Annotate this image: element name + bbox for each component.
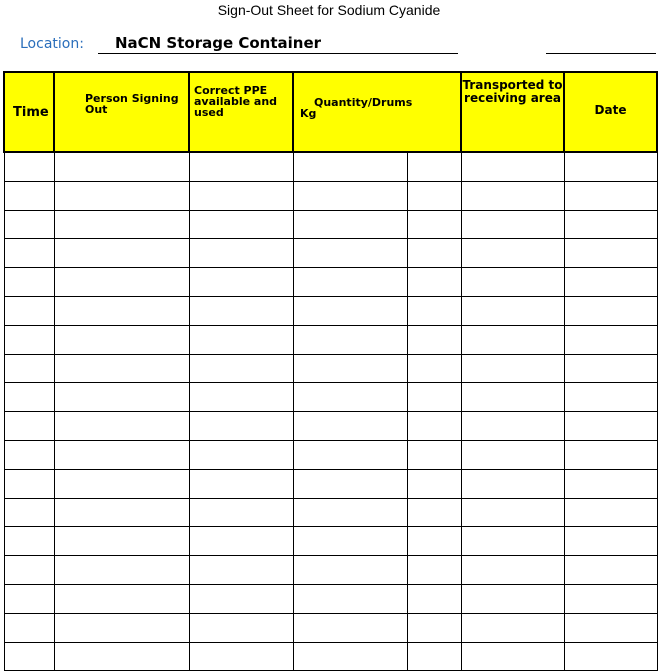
person-cell[interactable] <box>54 296 189 325</box>
transported-cell[interactable] <box>461 210 564 239</box>
person-cell[interactable] <box>54 239 189 268</box>
table-row <box>4 354 657 383</box>
date-cell[interactable] <box>564 498 657 527</box>
person-cell[interactable] <box>54 498 189 527</box>
location-value[interactable]: NaCN Storage Container <box>114 34 322 52</box>
date-cell[interactable] <box>564 469 657 498</box>
table-row <box>4 584 657 613</box>
person-cell[interactable] <box>54 354 189 383</box>
transported-cell[interactable] <box>461 469 564 498</box>
person-cell[interactable] <box>54 152 189 181</box>
ppe-cell[interactable] <box>189 527 293 556</box>
header-transported: Transported to receiving area <box>461 72 564 152</box>
quantity-kg-cell[interactable] <box>407 642 461 671</box>
date-cell[interactable] <box>564 613 657 642</box>
transported-cell[interactable] <box>461 325 564 354</box>
time-cell[interactable] <box>4 469 54 498</box>
person-cell[interactable] <box>54 181 189 210</box>
date-cell[interactable] <box>564 181 657 210</box>
quantity-kg-cell[interactable] <box>407 152 461 181</box>
ppe-cell[interactable] <box>189 469 293 498</box>
transported-cell[interactable] <box>461 613 564 642</box>
transported-cell[interactable] <box>461 556 564 585</box>
table-row <box>4 498 657 527</box>
table-row <box>4 440 657 469</box>
header-row <box>4 72 657 152</box>
transported-cell[interactable] <box>461 498 564 527</box>
date-cell[interactable] <box>564 268 657 297</box>
person-cell[interactable] <box>54 210 189 239</box>
quantity-drums-cell[interactable] <box>293 152 407 181</box>
date-cell[interactable] <box>564 210 657 239</box>
table-row <box>4 613 657 642</box>
table-row <box>4 239 657 268</box>
sheet-title: Sign-Out Sheet for Sodium Cyanide <box>217 2 441 18</box>
time-cell[interactable] <box>4 527 54 556</box>
header-quantity-label: Quantity/Drums <box>314 96 413 109</box>
date-cell[interactable] <box>564 412 657 441</box>
person-cell[interactable] <box>54 527 189 556</box>
transported-cell[interactable] <box>461 527 564 556</box>
quantity-kg-cell[interactable] <box>407 296 461 325</box>
header-time: Time <box>4 72 54 152</box>
quantity-drums-cell[interactable] <box>293 527 407 556</box>
table-row <box>4 469 657 498</box>
transported-cell[interactable] <box>461 296 564 325</box>
quantity-kg-cell[interactable] <box>407 354 461 383</box>
ppe-cell[interactable] <box>189 268 293 297</box>
date-cell[interactable] <box>564 642 657 671</box>
table-row <box>4 296 657 325</box>
table-row <box>4 210 657 239</box>
ppe-cell[interactable] <box>189 296 293 325</box>
quantity-drums-cell[interactable] <box>293 469 407 498</box>
quantity-drums-cell[interactable] <box>293 642 407 671</box>
quantity-drums-cell[interactable] <box>293 210 407 239</box>
time-cell[interactable] <box>4 181 54 210</box>
ppe-cell[interactable] <box>189 152 293 181</box>
person-cell[interactable] <box>54 325 189 354</box>
header-correct-ppe: Correct PPE available and used <box>189 72 293 152</box>
ppe-cell[interactable] <box>189 642 293 671</box>
time-cell[interactable] <box>4 354 54 383</box>
quantity-drums-cell[interactable] <box>293 383 407 412</box>
time-cell[interactable] <box>4 296 54 325</box>
transported-cell[interactable] <box>461 152 564 181</box>
quantity-drums-cell[interactable] <box>293 613 407 642</box>
ppe-cell[interactable] <box>189 440 293 469</box>
time-cell[interactable] <box>4 268 54 297</box>
date-cell[interactable] <box>564 440 657 469</box>
ppe-cell[interactable] <box>189 584 293 613</box>
person-cell[interactable] <box>54 268 189 297</box>
quantity-drums-cell[interactable] <box>293 412 407 441</box>
transported-cell[interactable] <box>461 268 564 297</box>
time-cell[interactable] <box>4 412 54 441</box>
quantity-drums-cell[interactable] <box>293 556 407 585</box>
person-cell[interactable] <box>54 613 189 642</box>
time-cell[interactable] <box>4 642 54 671</box>
quantity-drums-cell[interactable] <box>293 296 407 325</box>
date-cell[interactable] <box>564 325 657 354</box>
transported-cell[interactable] <box>461 181 564 210</box>
quantity-drums-cell[interactable] <box>293 354 407 383</box>
ppe-cell[interactable] <box>189 239 293 268</box>
table-row <box>4 383 657 412</box>
ppe-cell[interactable] <box>189 181 293 210</box>
table-row <box>4 325 657 354</box>
quantity-kg-cell[interactable] <box>407 556 461 585</box>
quantity-kg-cell[interactable] <box>407 181 461 210</box>
time-cell[interactable] <box>4 210 54 239</box>
location-underline <box>98 53 458 54</box>
quantity-drums-cell[interactable] <box>293 584 407 613</box>
quantity-kg-cell[interactable] <box>407 268 461 297</box>
time-cell[interactable] <box>4 325 54 354</box>
quantity-kg-cell[interactable] <box>407 325 461 354</box>
header-quantity-unit: Kg <box>300 107 317 120</box>
quantity-kg-cell[interactable] <box>407 469 461 498</box>
quantity-kg-cell[interactable] <box>407 527 461 556</box>
person-cell[interactable] <box>54 556 189 585</box>
ppe-cell[interactable] <box>189 412 293 441</box>
sign-out-table <box>3 71 658 671</box>
quantity-kg-cell[interactable] <box>407 412 461 441</box>
date-cell[interactable] <box>564 383 657 412</box>
date-cell[interactable] <box>564 556 657 585</box>
transported-cell[interactable] <box>461 440 564 469</box>
quantity-drums-cell[interactable] <box>293 181 407 210</box>
quantity-kg-cell[interactable] <box>407 584 461 613</box>
header-person-signing-out: Person Signing Out <box>54 72 189 152</box>
time-cell[interactable] <box>4 239 54 268</box>
quantity-drums-cell[interactable] <box>293 239 407 268</box>
quantity-kg-cell[interactable] <box>407 440 461 469</box>
date-cell[interactable] <box>564 584 657 613</box>
table-row <box>4 181 657 210</box>
ppe-cell[interactable] <box>189 383 293 412</box>
time-cell[interactable] <box>4 440 54 469</box>
time-cell[interactable] <box>4 613 54 642</box>
transported-cell[interactable] <box>461 584 564 613</box>
quantity-drums-cell[interactable] <box>293 498 407 527</box>
date-cell[interactable] <box>564 354 657 383</box>
person-cell[interactable] <box>54 642 189 671</box>
quantity-kg-cell[interactable] <box>407 239 461 268</box>
person-cell[interactable] <box>54 440 189 469</box>
transported-cell[interactable] <box>461 354 564 383</box>
header-date: Date <box>564 72 657 152</box>
transported-cell[interactable] <box>461 412 564 441</box>
date-cell[interactable] <box>564 152 657 181</box>
time-cell[interactable] <box>4 584 54 613</box>
ppe-cell[interactable] <box>189 354 293 383</box>
quantity-kg-cell[interactable] <box>407 210 461 239</box>
quantity-drums-cell[interactable] <box>293 325 407 354</box>
ppe-cell[interactable] <box>189 210 293 239</box>
table-row <box>4 642 657 671</box>
quantity-kg-cell[interactable] <box>407 383 461 412</box>
quantity-kg-cell[interactable] <box>407 613 461 642</box>
quantity-kg-cell[interactable] <box>407 498 461 527</box>
ppe-cell[interactable] <box>189 556 293 585</box>
ppe-cell[interactable] <box>189 613 293 642</box>
time-cell[interactable] <box>4 152 54 181</box>
header-quantity <box>293 72 461 152</box>
quantity-drums-cell[interactable] <box>293 440 407 469</box>
time-cell[interactable] <box>4 383 54 412</box>
transported-cell[interactable] <box>461 642 564 671</box>
location-label: Location: <box>20 36 84 52</box>
date-cell[interactable] <box>564 239 657 268</box>
date-cell[interactable] <box>564 527 657 556</box>
transported-cell[interactable] <box>461 239 564 268</box>
person-cell[interactable] <box>54 469 189 498</box>
table-row <box>4 412 657 441</box>
ppe-cell[interactable] <box>189 325 293 354</box>
ppe-cell[interactable] <box>189 498 293 527</box>
person-cell[interactable] <box>54 412 189 441</box>
time-cell[interactable] <box>4 498 54 527</box>
quantity-drums-cell[interactable] <box>293 268 407 297</box>
table-row <box>4 527 657 556</box>
table-row <box>4 268 657 297</box>
person-cell[interactable] <box>54 584 189 613</box>
person-cell[interactable] <box>54 383 189 412</box>
table-row <box>4 152 657 181</box>
time-cell[interactable] <box>4 556 54 585</box>
table-row <box>4 556 657 585</box>
blank-field-underline[interactable] <box>546 53 656 54</box>
date-cell[interactable] <box>564 296 657 325</box>
transported-cell[interactable] <box>461 383 564 412</box>
